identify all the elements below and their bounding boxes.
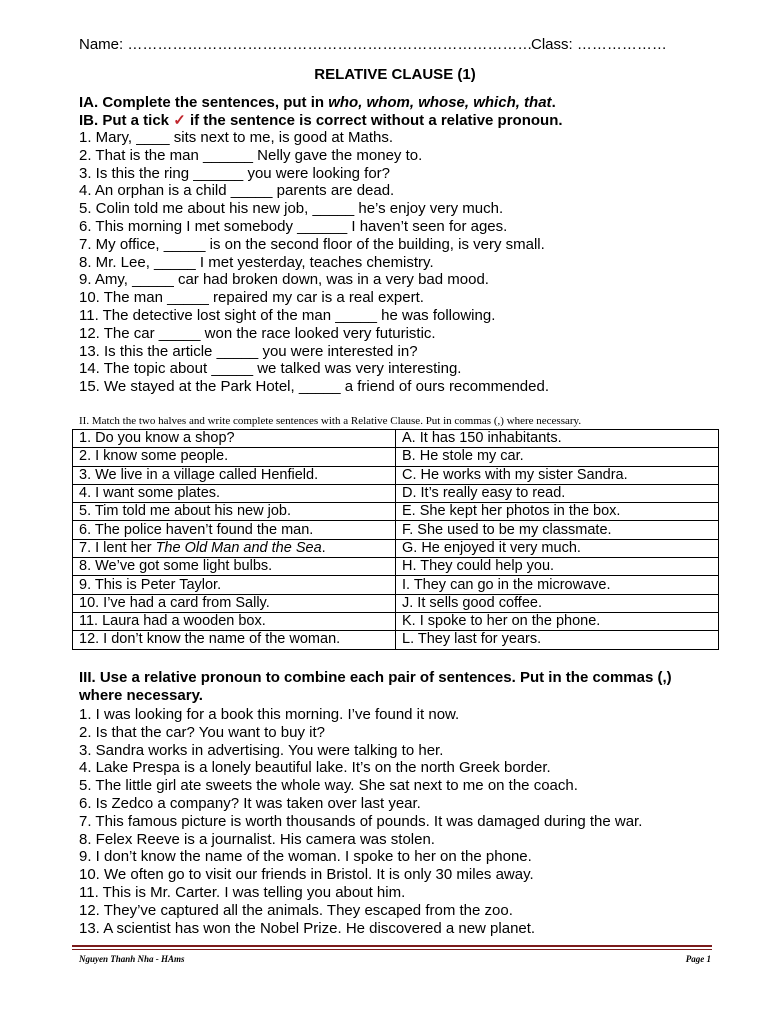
sentence-item: 4. An orphan is a child _____ parents are dead. — [79, 182, 395, 200]
sentence-item: 10. The man _____ repaired my car is a real expert. — [79, 289, 424, 307]
sentence-item: 12. The car _____ won the race looked very futuristic. — [79, 324, 436, 342]
sentence-item: 11. The detective lost sight of the man _____ he was following. — [79, 306, 496, 324]
sentence-item: 7. This famous picture is worth thousands of pounds. It was damaged during the war. — [79, 812, 643, 830]
first-half-cell: 4. I want some plates. — [73, 484, 396, 502]
sentence-item: 5. The little girl ate sweets the whole way. She sat next to me on the coach. — [79, 777, 578, 795]
second-half-cell: B. He stole my car. — [396, 448, 719, 466]
sentence-item: 9. Amy, _____ car had broken down, was in a very bad mood. — [79, 271, 489, 289]
class-field: Class: ……………… — [531, 36, 667, 53]
table-row — [73, 576, 719, 594]
table-row — [73, 631, 719, 649]
second-half-cell: A. It has 150 inhabitants. — [396, 430, 719, 448]
table-row — [73, 503, 719, 521]
section-3-instruction: III. Use a relative pronoun to combine each pair of sentences. Put in the commas (,) where necessary. — [79, 669, 672, 704]
page-number: Page 1 — [685, 954, 711, 964]
header-row — [79, 36, 667, 53]
second-half-cell: J. It sells good coffee. — [396, 594, 719, 612]
table-row — [73, 612, 719, 630]
footer — [79, 954, 711, 964]
second-half-cell: H. They could help you. — [396, 558, 719, 576]
sentence-item: 13. A scientist has won the Nobel Prize. He discovered a new planet. — [79, 919, 536, 937]
footer-author: Nguyen Thanh Nha - HAms — [79, 954, 185, 964]
sentence-item: 1. I was looking for a book this morning. I’ve found it now. — [79, 706, 460, 723]
table-row — [73, 430, 719, 448]
name-field: Name: ……………………………………………………………………… — [79, 36, 533, 53]
second-half-cell: D. It’s really easy to read. — [396, 484, 719, 502]
sentence-item: 4. Lake Prespa is a lonely beautiful lake. It’s on the north Greek border. — [79, 759, 551, 777]
table-row — [73, 521, 719, 539]
sentence-item: 8. Mr. Lee, _____ I met yesterday, teaches chemistry. — [79, 253, 434, 271]
matching-table — [72, 429, 719, 650]
first-half-cell: 8. We’ve got some light bulbs. — [73, 558, 396, 576]
sentence-item: 2. Is that the car? You want to buy it? — [79, 723, 325, 741]
second-half-cell: K. I spoke to her on the phone. — [396, 612, 719, 630]
section-1b-instruction: IB. Put a tick ✓ if the sentence is correct without a relative pronoun. — [79, 112, 563, 129]
section-2-instruction: II. Match the two halves and write complete sentences with a Relative Clause. Put in commas (,) where necessary. — [79, 415, 582, 427]
first-half-cell: 10. I’ve had a card from Sally. — [73, 594, 396, 612]
page-title: RELATIVE CLAUSE (1) — [314, 66, 476, 83]
section-1a-instruction: IA. Complete the sentences, put in who, whom, whose, which, that. — [79, 94, 556, 111]
sentence-item: 12. They’ve captured all the animals. They escaped from the zoo. — [79, 901, 513, 919]
first-half-cell: 2. I know some people. — [73, 448, 396, 466]
second-half-cell: G. He enjoyed it very much. — [396, 539, 719, 557]
first-half-cell: 3. We live in a village called Henfield. — [73, 466, 396, 484]
second-half-cell: I. They can go in the microwave. — [396, 576, 719, 594]
tick-icon: ✓ — [173, 112, 186, 129]
second-half-cell: L. They last for years. — [396, 631, 719, 649]
first-half-cell: 6. The police haven’t found the man. — [73, 521, 396, 539]
table-row — [73, 466, 719, 484]
sentence-item: 14. The topic about _____ we talked was very interesting. — [79, 360, 462, 378]
second-half-cell: F. She used to be my classmate. — [396, 521, 719, 539]
sentence-item: 5. Colin told me about his new job, _____ he’s enjoy very much. — [79, 200, 504, 218]
sentence-item: 10. We often go to visit our friends in Bristol. It is only 30 miles away. — [79, 866, 534, 884]
pronoun-list: who, whom, whose, which, that — [328, 94, 552, 111]
table-row — [73, 484, 719, 502]
sentence-item: 15. We stayed at the Park Hotel, _____ a friend of ours recommended. — [79, 378, 549, 396]
sentence-item: 6. Is Zedco a company? It was taken over last year. — [79, 794, 421, 812]
book-title: The Old Man and the Sea — [155, 539, 322, 556]
first-half-cell: 1. Do you know a shop? — [73, 430, 396, 448]
sentence-item: 2. That is the man ______ Nelly gave the money to. — [79, 146, 423, 164]
table-row — [73, 539, 719, 557]
first-half-cell: 7. I lent her The Old Man and the Sea. — [73, 539, 396, 557]
sentence-item: 9. I don’t know the name of the woman. I spoke to her on the phone. — [79, 848, 532, 866]
first-half-cell: 5. Tim told me about his new job. — [73, 503, 396, 521]
section-3-sentence-list — [79, 706, 642, 937]
section-1-sentence-list — [79, 129, 549, 396]
sentence-item: 8. Felex Reeve is a journalist. His camera was stolen. — [79, 830, 435, 848]
sentence-item: 3. Sandra works in advertising. You were talking to her. — [79, 741, 444, 759]
second-half-cell: C. He works with my sister Sandra. — [396, 466, 719, 484]
sentence-item: 13. Is this the article _____ you were interested in? — [79, 342, 418, 360]
sentence-item: 3. Is this the ring ______ you were looking for? — [79, 164, 391, 182]
first-half-cell: 11. Laura had a wooden box. — [73, 612, 396, 630]
sentence-item: 11. This is Mr. Carter. I was telling you about him. — [79, 883, 406, 901]
table-row — [73, 448, 719, 466]
sentence-item: 1. Mary, ____ sits next to me, is good at Maths. — [79, 129, 394, 146]
table-row — [73, 558, 719, 576]
table-row — [73, 594, 719, 612]
second-half-cell: E. She kept her photos in the box. — [396, 503, 719, 521]
footer-divider — [72, 945, 712, 950]
first-half-cell: 9. This is Peter Taylor. — [73, 576, 396, 594]
sentence-item: 6. This morning I met somebody ______ I haven’t seen for ages. — [79, 217, 508, 235]
first-half-cell: 12. I don’t know the name of the woman. — [73, 631, 396, 649]
sentence-item: 7. My office, _____ is on the second floor of the building, is very small. — [79, 235, 545, 253]
